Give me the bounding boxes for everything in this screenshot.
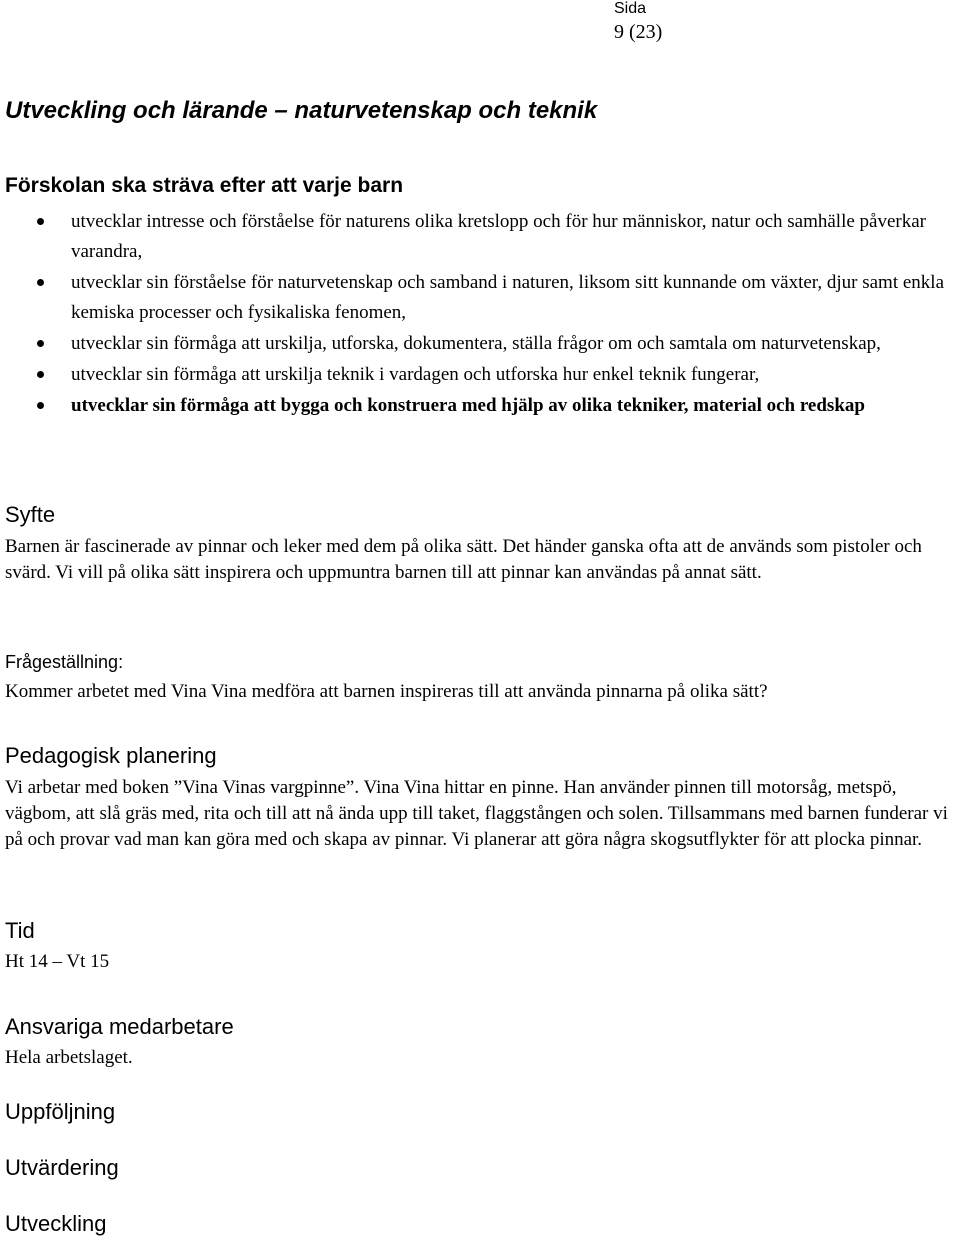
goal-item-text: utvecklar sin förmåga att urskilja, utforska, dokumentera, ställa frågor om och samtala om naturvetenskap, xyxy=(71,333,881,354)
followup-section xyxy=(5,1098,955,1126)
development-heading: Utveckling xyxy=(5,1211,107,1236)
question-label: Frågeställning: xyxy=(5,652,124,672)
staff-heading: Ansvariga medarbetare xyxy=(5,1014,234,1039)
bullet-icon xyxy=(37,371,44,378)
bullet-icon xyxy=(37,279,44,286)
planning-section xyxy=(5,742,955,853)
goal-item xyxy=(0,207,960,267)
question-section xyxy=(5,650,955,705)
goal-item xyxy=(0,391,960,421)
time-heading: Tid xyxy=(5,918,35,943)
goal-item xyxy=(0,329,960,359)
time-text: Ht 14 – Vt 15 xyxy=(5,951,110,972)
goals-heading: Förskolan ska sträva efter att varje barn xyxy=(5,174,404,197)
page-number-block xyxy=(614,0,734,44)
followup-heading: Uppföljning xyxy=(5,1099,116,1124)
evaluation-section xyxy=(5,1154,955,1182)
planning-heading: Pedagogisk planering xyxy=(5,743,217,768)
goal-item-text: utvecklar intresse och förståelse för naturens olika kretslopp och för hur människor, natur och samhälle påverkar varandra, xyxy=(71,211,926,262)
bullet-icon xyxy=(37,340,44,347)
evaluation-heading: Utvärdering xyxy=(5,1155,119,1180)
page-label: Sida xyxy=(614,0,647,17)
page-number: 9 (23) xyxy=(614,21,663,43)
question-text: Kommer arbetet med Vina Vina medföra att barnen inspireras till att använda pinnarna på olika sätt? xyxy=(5,681,768,702)
syfte-text: Barnen är fascinerade av pinnar och leker med dem på olika sätt. Det händer ganska ofta att de används som pistoler och svärd. Vi vill på olika sätt inspirera och uppmuntra barnen till att pinnar kan användas på annat sätt. xyxy=(5,536,922,583)
bullet-icon xyxy=(37,218,44,225)
syfte-heading: Syfte xyxy=(5,502,56,527)
goal-item-text: utvecklar sin förståelse för naturvetenskap och samband i naturen, liksom sitt kunnande om växter, djur samt enkla kemiska processer och fysikaliska fenomen, xyxy=(71,272,944,323)
bullet-icon xyxy=(37,402,44,409)
staff-text: Hela arbetslaget. xyxy=(5,1047,133,1068)
development-section xyxy=(5,1210,955,1238)
goal-item-text: utvecklar sin förmåga att bygga och konstruera med hjälp av olika tekniker, material och redskap xyxy=(71,395,865,416)
syfte-section xyxy=(5,501,955,586)
planning-text: Vi arbetar med boken ”Vina Vinas vargpinne”. Vina Vina hittar en pinne. Han använder pinnen till motorsåg, metspö, vägbom, att slå gräs med, rita och till att nå ända upp till taket, flaggstången och solen. Tillsammans med barnen funderar vi på och provar vad man kan göra med och skapa av pinnar. Vi planerar att göra några skogsutflykter för att plocka pinnar. xyxy=(5,777,948,850)
goals-list xyxy=(0,207,960,422)
goal-item-text: utvecklar sin förmåga att urskilja teknik i vardagen och utforska hur enkel teknik fungerar, xyxy=(71,364,760,385)
page-title: Utveckling och lärande – naturvetenskap och teknik xyxy=(5,97,598,124)
staff-section xyxy=(5,1013,955,1071)
goal-item xyxy=(0,360,960,390)
time-section xyxy=(5,917,955,975)
goal-item xyxy=(0,268,960,328)
